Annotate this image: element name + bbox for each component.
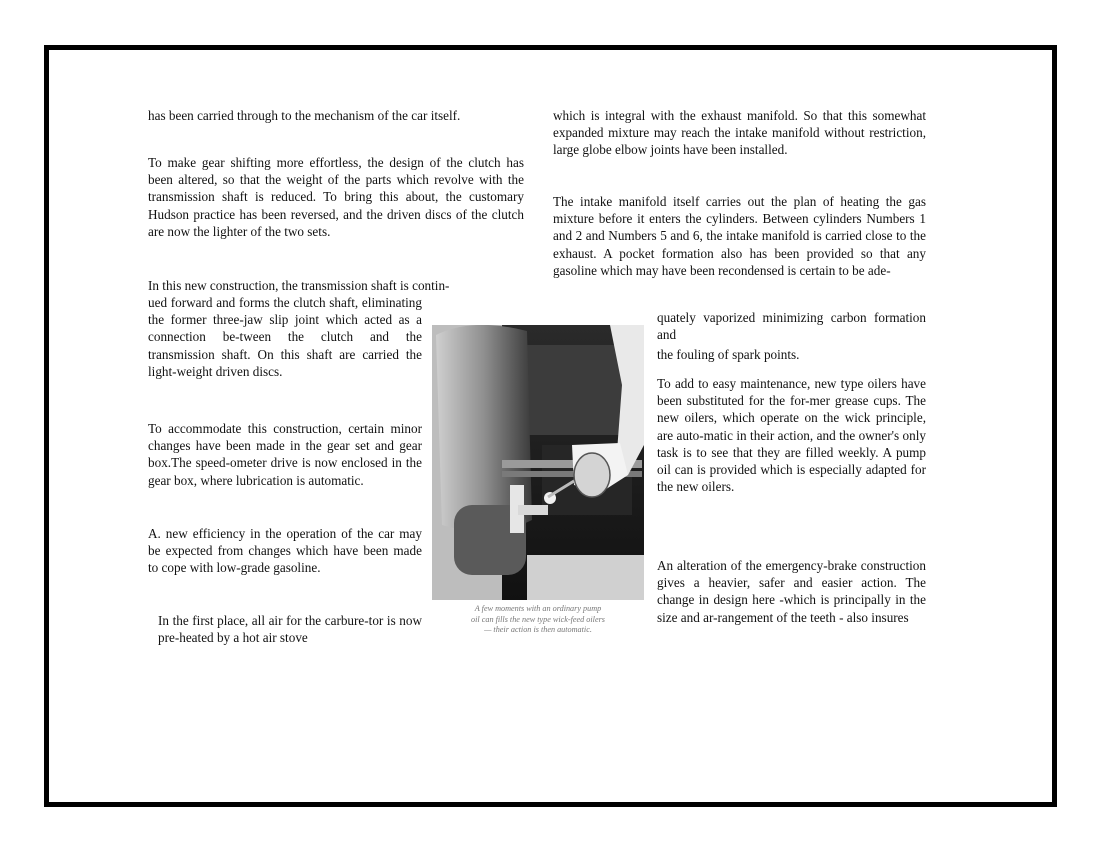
col2-paragraph-1: which is integral with the exhaust manifold. So that this somewhat expanded mixture may reach the intake manifold without restriction, large globe elbow joints have been installed. (553, 108, 926, 158)
col1-paragraph-2: To make gear shifting more effortless, the design of the clutch has been altered, so that the weight of the parts which revolve with the transmission shaft is reduced. To bring this about, the customary Hudson practice has been reversed, and the driven discs of the clutch are now the lighter of the two sets. (148, 155, 524, 239)
caption-line-3: — their action is then automatic. (484, 625, 592, 634)
col1-paragraph-5: A. new efficiency in the operation of the car may be expected from changes which have been made to cope with low-grade gasoline. (148, 526, 422, 576)
col2-paragraph-3: To add to easy maintenance, new type oilers have been substituted for the for-mer grease cups. The new oilers, which operate on the wick principle, are auto-matic in their action, and the owner's only task is to see that they are filled weekly. A pump oil can is provided which is especially adapted for the new oilers. (657, 376, 926, 495)
col1-paragraph-3-start: In this new construction, the transmission shaft is contin- (148, 278, 450, 293)
col2-paragraph-4: An alteration of the emergency-brake construction gives a heavier, safer and easier action. The change in design here -which is principally in the size and ar-rangement of the teeth - also insures (657, 558, 926, 625)
col1-paragraph-1: has been carried through to the mechanism of the car itself. (148, 108, 461, 123)
oil-can-photo-illustration (432, 325, 644, 600)
col2-paragraph-2-end: the fouling of spark points. (657, 347, 800, 362)
col1-paragraph-4: To accommodate this construction, certain minor changes have been made in the gear set and gear box.The speed-ometer drive is now enclosed in the gear box, where lubrication is automatic. (148, 421, 422, 488)
caption-line-1: A few moments with an ordinary pump (474, 604, 602, 613)
col1-paragraph-6: In the first place, all air for the carbure-tor is now pre-heated by a hot air stove (158, 613, 422, 646)
col2-paragraph-2: The intake manifold itself carries out the plan of heating the gas mixture before it enters the cylinders. Between cylinders Numbers 1 and 2 and Numbers 5 and 6, the intake manifold is carried close to the exhaust. A pocket formation also has been provided so that any gasoline which may have been recondensed is certain to be ade- (553, 194, 926, 278)
figure-caption (432, 604, 644, 636)
col2-paragraph-2-cont: quately vaporized minimizing carbon formation and (657, 310, 926, 343)
figure-photo (432, 325, 644, 600)
col1-paragraph-3-cont: ued forward and forms the clutch shaft, eliminating the former three-jaw slip joint which acted as a connection be-tween the clutch and the transmission shaft. On this shaft are carried the light-weight driven discs. (148, 295, 422, 379)
caption-line-2: oil can fills the new type wick-feed oilers (471, 614, 605, 624)
